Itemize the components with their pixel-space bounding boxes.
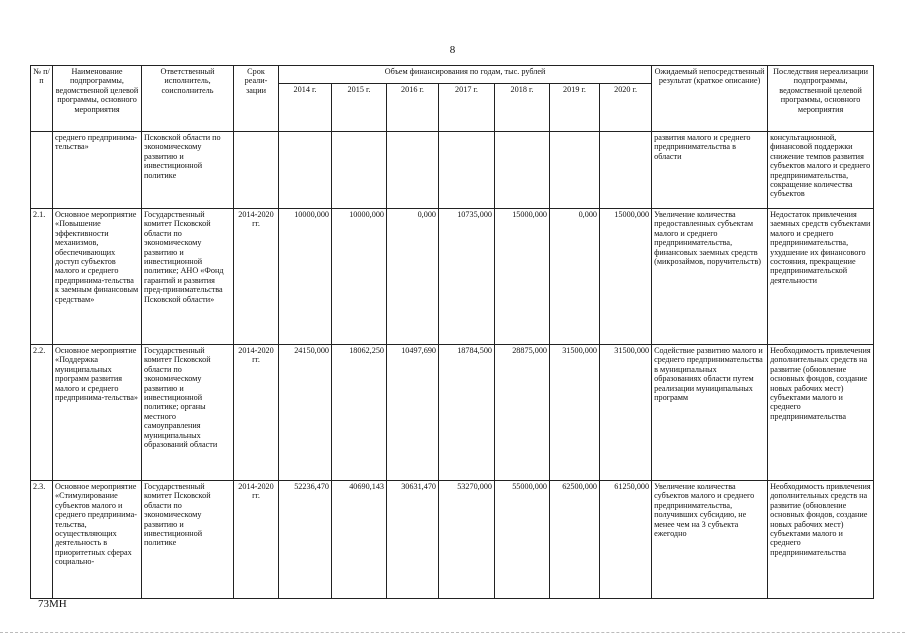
row-value: 15000,000	[600, 209, 652, 345]
row-value: 10735,000	[439, 209, 495, 345]
page-number: 8	[449, 44, 456, 56]
row-value: 30631,470	[387, 481, 439, 599]
header-num: № п/п	[31, 66, 53, 132]
table-row	[31, 345, 874, 481]
header-funding: Объем финансирования по годам, тыс. рублей	[279, 66, 652, 84]
row-value: 10000,000	[332, 209, 387, 345]
row-num: 2.1.	[31, 209, 53, 345]
row-value: 15000,000	[495, 209, 550, 345]
row-executor: Государственный комитет Псковской области по экономическому развитию и инвестиционной политике; АНО «Фонд гарантий и развития пред-принимательства Псковской области»	[142, 209, 234, 345]
row-value: 0,000	[387, 209, 439, 345]
row-result: развития малого и среднего предпринимательства в области	[652, 132, 768, 209]
row-executor: Псковской области по экономическому развитию и инвестиционной политике	[142, 132, 234, 209]
row-value: 0,000	[550, 209, 600, 345]
header-year: 2019 г.	[550, 84, 600, 132]
header-name: Наименование подпрограммы, ведомственной целевой программы, основного мероприятия	[53, 66, 142, 132]
row-result: Увеличение количества субъектов малого и среднего предпринимательства, получивших субсидию, не менее чем на 3 субъекта ежегодно	[652, 481, 768, 599]
table-row	[31, 209, 874, 345]
row-num: 2.2.	[31, 345, 53, 481]
row-consequences: Необходимость привлечения дополнительных средств на развитие (обновление основных фондов, создание новых рабочих мест) субъектами малого и среднего предпринимательства	[768, 345, 874, 481]
row-value: 55000,000	[495, 481, 550, 599]
header-executor: Ответственный исполнитель, соисполнитель	[142, 66, 234, 132]
header-consequences: Последствия нереализации подпрограммы, ведомственной целевой программы, основного мероприятия	[768, 66, 874, 132]
row-value	[279, 132, 332, 209]
row-term: 2014-2020 гг.	[234, 209, 279, 345]
row-value	[439, 132, 495, 209]
header-year: 2018 г.	[495, 84, 550, 132]
row-executor: Государственный комитет Псковской области по экономическому развитию и инвестиционной политике; органы местного самоуправления муниципальных образований области	[142, 345, 234, 481]
row-consequences: консультационной, финансовой поддержки снижение темпов развития субъектов малого и среднего предпринимательства, сокращение количества субъектов	[768, 132, 874, 209]
row-consequences: Необходимость привлечения дополнительных средств на развитие (обновление основных фондов, создание новых рабочих мест) субъектами малого и среднего предпринимательства	[768, 481, 874, 599]
header-result: Ожидаемый непосредственный результат (краткое описание)	[652, 66, 768, 132]
row-result: Содействие развитию малого и среднего предпринимательства в муниципальных образованиях области путем реализации муниципальных программ	[652, 345, 768, 481]
scan-edge-divider	[0, 632, 905, 633]
row-term: 2014-2020 гг.	[234, 345, 279, 481]
footer-code: 73МН	[38, 598, 67, 610]
header-row-top	[31, 66, 874, 84]
row-value: 10000,000	[279, 209, 332, 345]
row-value: 61250,000	[600, 481, 652, 599]
row-name: Основное мероприятие «Стимулирование субъектов малого и среднего предпринима-тельства, осуществляющих деятельность в приоритетных сферах социально-	[53, 481, 142, 599]
row-name: среднего предпринима-тельства»	[53, 132, 142, 209]
row-value: 31500,000	[600, 345, 652, 481]
header-term: Срок реали-зации	[234, 66, 279, 132]
row-value: 24150,000	[279, 345, 332, 481]
row-value: 62500,000	[550, 481, 600, 599]
row-value	[332, 132, 387, 209]
row-name: Основное мероприятие «Повышение эффективности механизмов, обеспечивающих доступ субъектов малого и среднего предпринима-тельства к заемным финансовым средствам»	[53, 209, 142, 345]
funding-table	[30, 65, 874, 599]
row-value	[387, 132, 439, 209]
row-value: 52236,470	[279, 481, 332, 599]
row-name: Основное мероприятие «Поддержка муниципальных программ развития малого и среднего предпринима-тельства»	[53, 345, 142, 481]
row-num	[31, 132, 53, 209]
row-value: 10497,690	[387, 345, 439, 481]
row-term	[234, 132, 279, 209]
row-value	[550, 132, 600, 209]
row-value: 28875,000	[495, 345, 550, 481]
header-year: 2014 г.	[279, 84, 332, 132]
row-value: 53270,000	[439, 481, 495, 599]
table-row	[31, 481, 874, 599]
table-row	[31, 132, 874, 209]
header-year: 2015 г.	[332, 84, 387, 132]
row-value: 18784,500	[439, 345, 495, 481]
row-value	[495, 132, 550, 209]
row-consequences: Недостаток привлечения заемных средств субъектами малого и среднего предпринимательства, ухудшение их финансового состояния, прекращение предпринимательской деятельности	[768, 209, 874, 345]
header-year: 2020 г.	[600, 84, 652, 132]
row-result: Увеличение количества предоставленных субъектам малого и среднего предпринимательства, финансовых заемных средств (микрозаймов, поручительств)	[652, 209, 768, 345]
header-year: 2016 г.	[387, 84, 439, 132]
row-executor: Государственный комитет Псковской области по экономическому развитию и инвестиционной политике	[142, 481, 234, 599]
header-year: 2017 г.	[439, 84, 495, 132]
row-value: 18062,250	[332, 345, 387, 481]
row-value	[600, 132, 652, 209]
row-num: 2.3.	[31, 481, 53, 599]
row-value: 31500,000	[550, 345, 600, 481]
row-value: 40690,143	[332, 481, 387, 599]
row-term: 2014-2020 гг.	[234, 481, 279, 599]
